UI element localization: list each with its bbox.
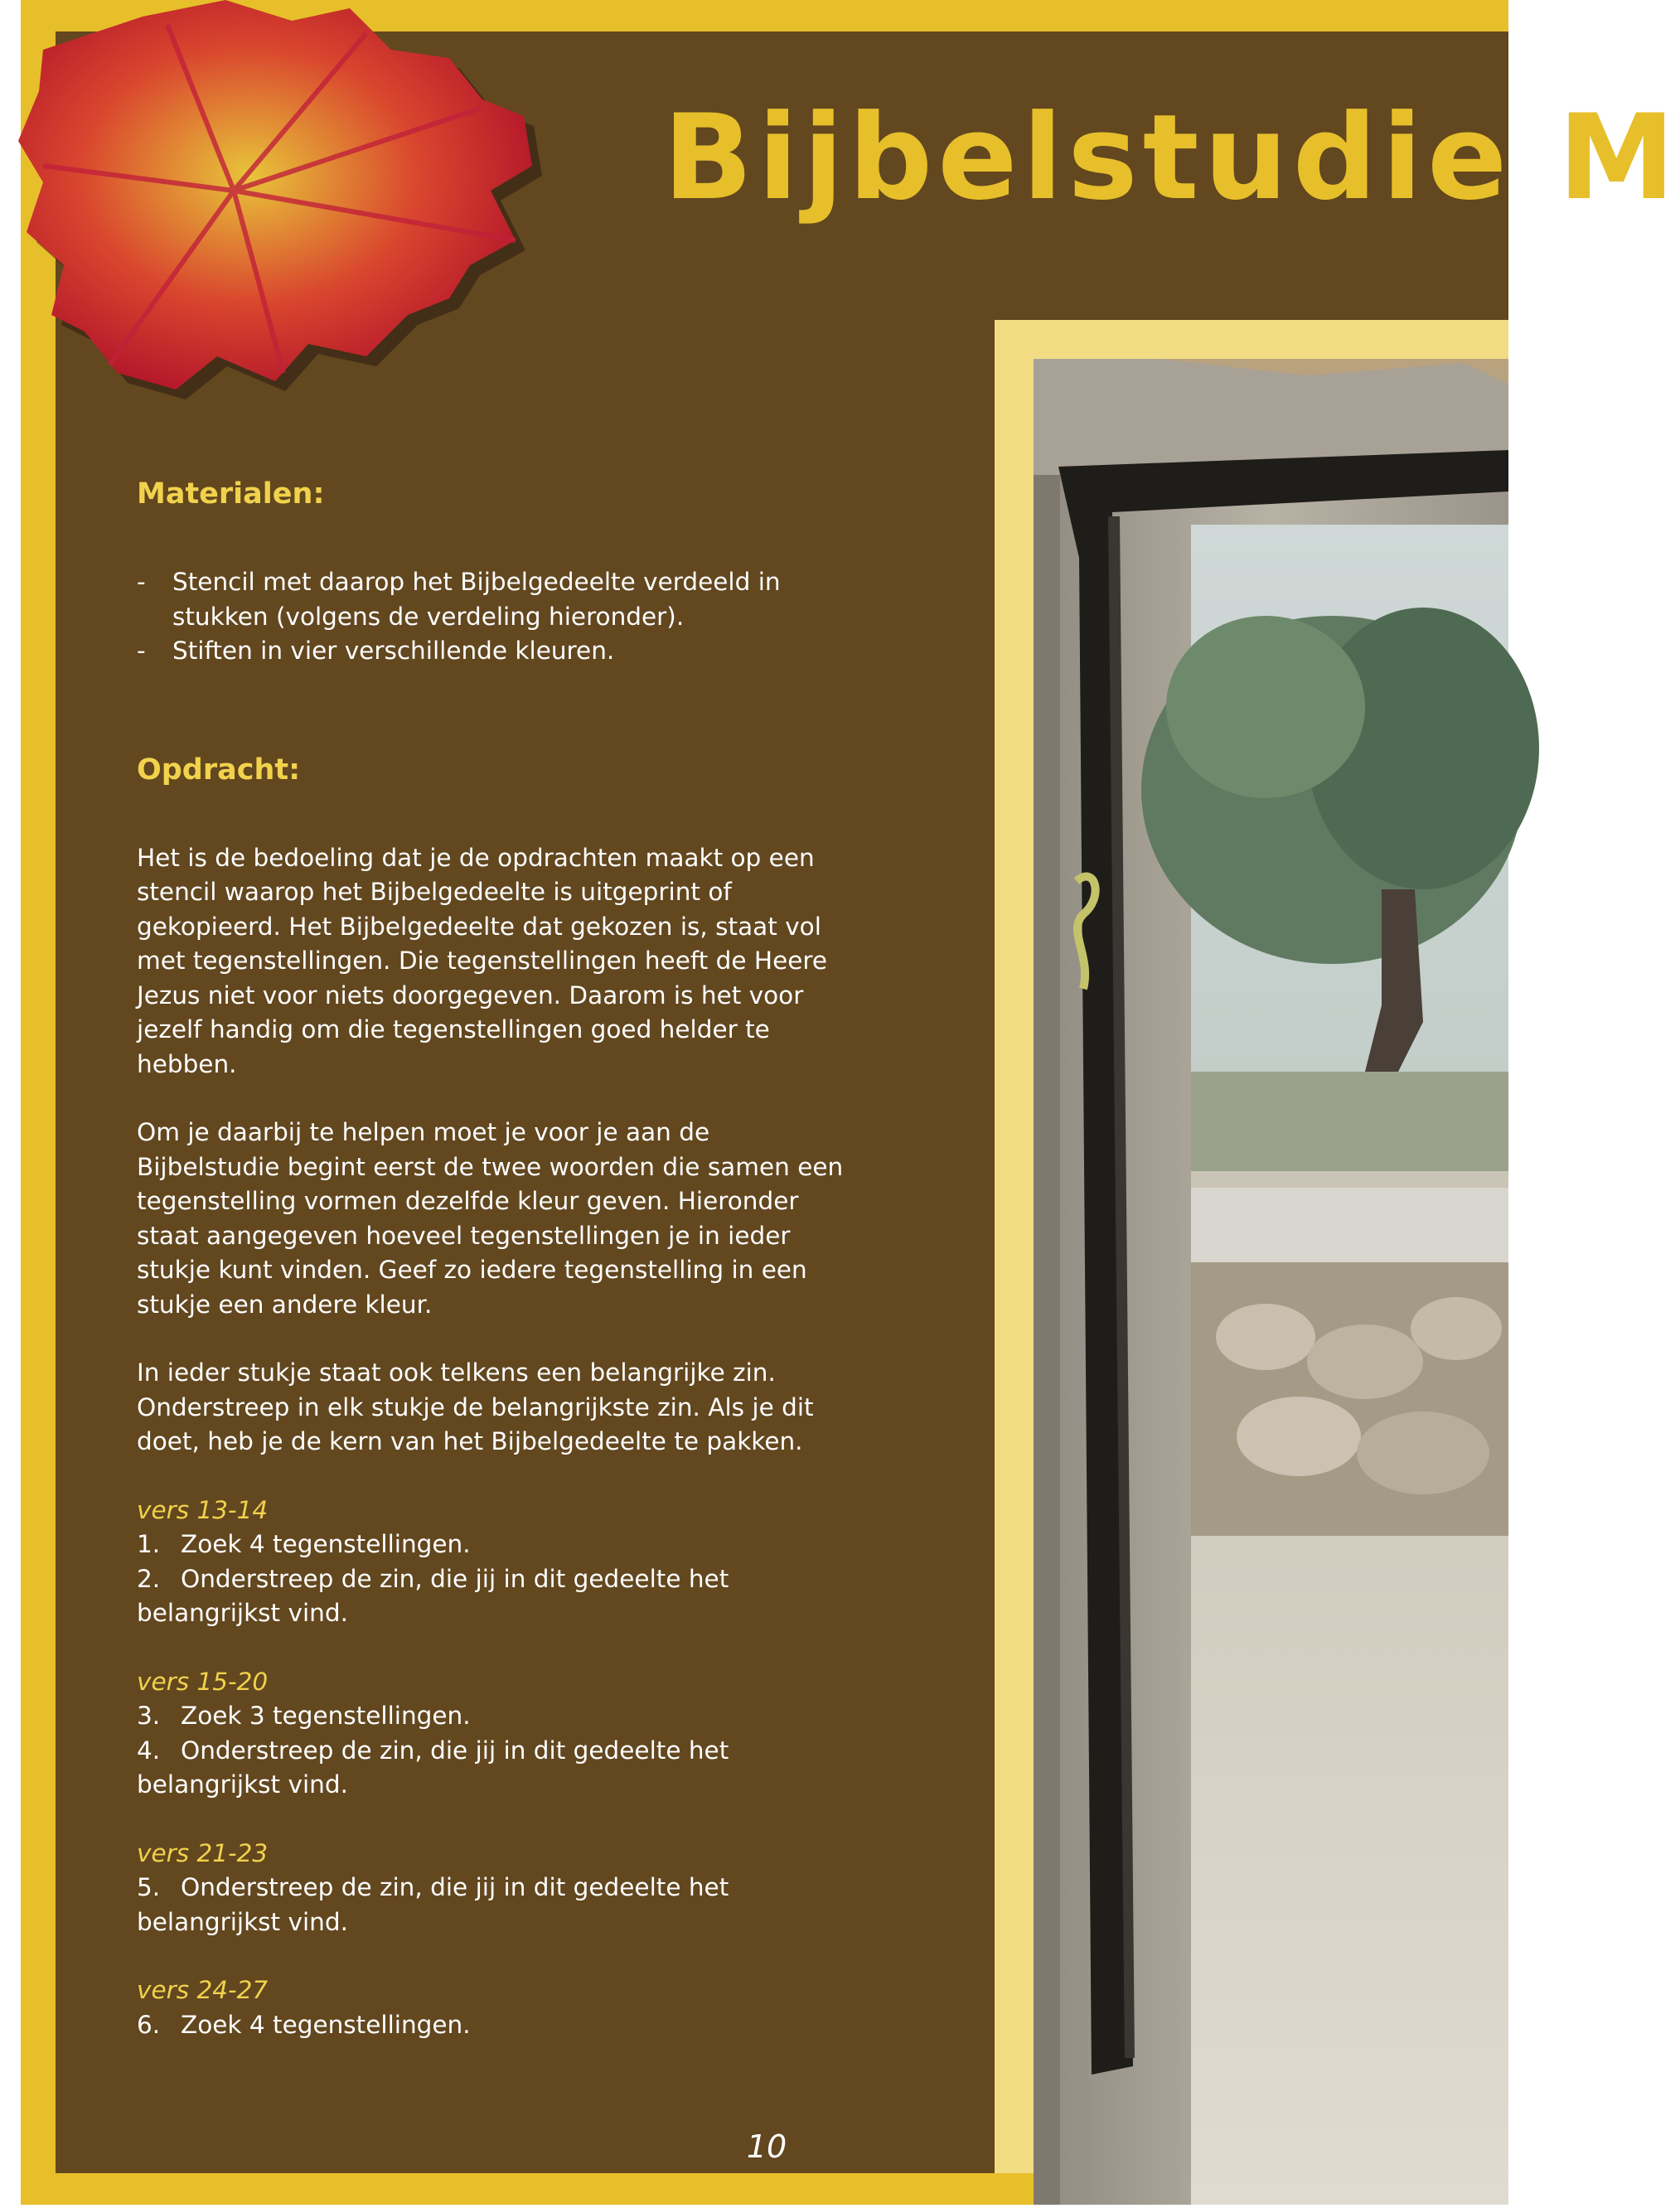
main-content bbox=[137, 472, 858, 2042]
task-text: Zoek 4 tegenstellingen. bbox=[181, 1530, 471, 1558]
task-item bbox=[137, 1734, 858, 1803]
task-number: 3. bbox=[137, 1702, 161, 1730]
task-text: Onderstreep de zin, die jij in dit gedeelte het belangrijkst vind. bbox=[137, 1564, 729, 1627]
bullet-dash: - bbox=[137, 637, 146, 665]
task-item bbox=[137, 1871, 858, 1939]
task-item bbox=[137, 1699, 858, 1734]
list-item bbox=[137, 565, 858, 634]
doorway-photo bbox=[1034, 359, 1508, 2205]
task-item bbox=[137, 2008, 858, 2043]
task-number: 2. bbox=[137, 1564, 161, 1593]
task-item bbox=[137, 1562, 858, 1631]
task-item bbox=[137, 1528, 858, 1562]
task-text: Zoek 4 tegenstellingen. bbox=[181, 2010, 471, 2039]
list-item-text: Stiften in vier verschillende kleuren. bbox=[172, 637, 615, 665]
verse-label: vers 24-27 bbox=[137, 1976, 269, 2004]
page-number: 10 bbox=[746, 2128, 787, 2165]
assignment-paragraph: In ieder stukje staat ook telkens een belangrijke zin. Onderstreep in elk stukje de belangrijkste zin. Als je dit doet, heb je de kern van het Bijbelgedeelte te pakken. bbox=[137, 1358, 814, 1455]
materials-heading: Materialen: bbox=[137, 477, 325, 511]
task-text: Onderstreep de zin, die jij in dit gedeelte het belangrijkst vind. bbox=[137, 1873, 729, 1936]
assignment-heading: Opdracht: bbox=[137, 753, 301, 787]
page-title: Bijbelstudie M bbox=[663, 90, 1680, 226]
task-number: 6. bbox=[137, 2010, 161, 2039]
task-number: 5. bbox=[137, 1873, 161, 1901]
task-number: 1. bbox=[137, 1530, 161, 1558]
task-number: 4. bbox=[137, 1736, 161, 1765]
verse-label: vers 21-23 bbox=[137, 1838, 269, 1867]
assignment-paragraph: Het is de bedoeling dat je de opdrachten maakt op een stencil waarop het Bijbelgedeelte is uitgeprint of gekopieerd. Het Bijbelgedeelte dat gekozen is, staat vol met tegenstellingen. Die tegenstellingen heeft de Heere Jezus niet voor niets doorgegeven. Daarom is het voor jezelf handig om die tegenstellingen goed helder te hebben. bbox=[137, 843, 828, 1078]
verse-label: vers 15-20 bbox=[137, 1667, 269, 1696]
materials-list bbox=[137, 565, 858, 669]
bullet-dash: - bbox=[137, 568, 146, 596]
autumn-leaf-image bbox=[18, 0, 549, 414]
list-item-text: Stencil met daarop het Bijbelgedeelte verdeeld in stukken (volgens de verdeling hieronder). bbox=[172, 568, 781, 631]
task-text: Onderstreep de zin, die jij in dit gedeelte het belangrijkst vind. bbox=[137, 1736, 729, 1799]
verse-label: vers 13-14 bbox=[137, 1495, 269, 1524]
list-item bbox=[137, 634, 858, 669]
assignment-paragraph: Om je daarbij te helpen moet je voor je aan de Bijbelstudie begint eerst de twee woorden die samen een tegenstelling vormen dezelfde kleur geven. Hieronder staat aangegeven hoeveel tegenstellingen je in ieder stukje kunt vinden. Geef zo iedere tegenstelling in een stukje een andere kleur. bbox=[137, 1118, 844, 1319]
task-text: Zoek 3 tegenstellingen. bbox=[181, 1702, 471, 1730]
